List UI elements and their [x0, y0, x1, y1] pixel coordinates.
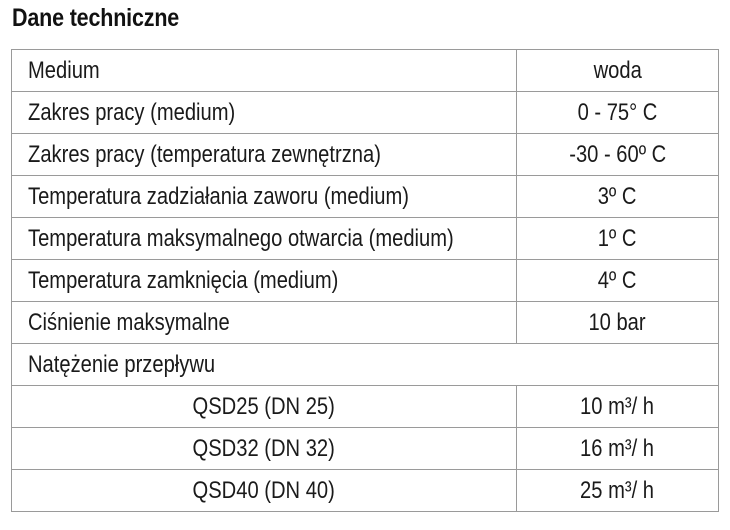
- row-label-closing-temperature: Temperatura zamknięcia (medium): [12, 260, 517, 302]
- table-row: [12, 302, 719, 344]
- row-value-activation-temperature: 3º C: [517, 176, 719, 218]
- flow-value-qsd40: 25 m³/ h: [517, 470, 719, 512]
- row-value-closing-temperature: 4º C: [517, 260, 719, 302]
- table-row: [12, 386, 719, 428]
- row-value-max-pressure: 10 bar: [517, 302, 719, 344]
- table-row: [12, 176, 719, 218]
- row-value-max-opening-temperature: 1º C: [517, 218, 719, 260]
- table-row: [12, 470, 719, 512]
- row-value-working-range-ambient: -30 - 60º C: [517, 134, 719, 176]
- row-label-max-pressure: Ciśnienie maksymalne: [12, 302, 517, 344]
- row-label-activation-temperature: Temperatura zadziałania zaworu (medium): [12, 176, 517, 218]
- table-row: [12, 260, 719, 302]
- flow-model-qsd25: QSD25 (DN 25): [12, 386, 517, 428]
- row-value-working-range-medium: 0 - 75° C: [517, 92, 719, 134]
- row-label-working-range-medium: Zakres pracy (medium): [12, 92, 517, 134]
- table-row: [12, 344, 719, 386]
- flow-rate-heading: Natężenie przepływu: [12, 344, 719, 386]
- flow-value-qsd32: 16 m³/ h: [517, 428, 719, 470]
- table-row: [12, 50, 719, 92]
- flow-model-qsd40: QSD40 (DN 40): [12, 470, 517, 512]
- flow-model-qsd32: QSD32 (DN 32): [12, 428, 517, 470]
- row-value-medium: woda: [517, 50, 719, 92]
- table-row: [12, 428, 719, 470]
- row-label-working-range-ambient: Zakres pracy (temperatura zewnętrzna): [12, 134, 517, 176]
- technical-data-table: [11, 49, 719, 512]
- table-row: [12, 218, 719, 260]
- table-row: [12, 92, 719, 134]
- section-title: Dane techniczne: [12, 4, 180, 32]
- row-label-max-opening-temperature: Temperatura maksymalnego otwarcia (medium): [12, 218, 517, 260]
- table-row: [12, 134, 719, 176]
- flow-value-qsd25: 10 m³/ h: [517, 386, 719, 428]
- row-label-medium: Medium: [12, 50, 517, 92]
